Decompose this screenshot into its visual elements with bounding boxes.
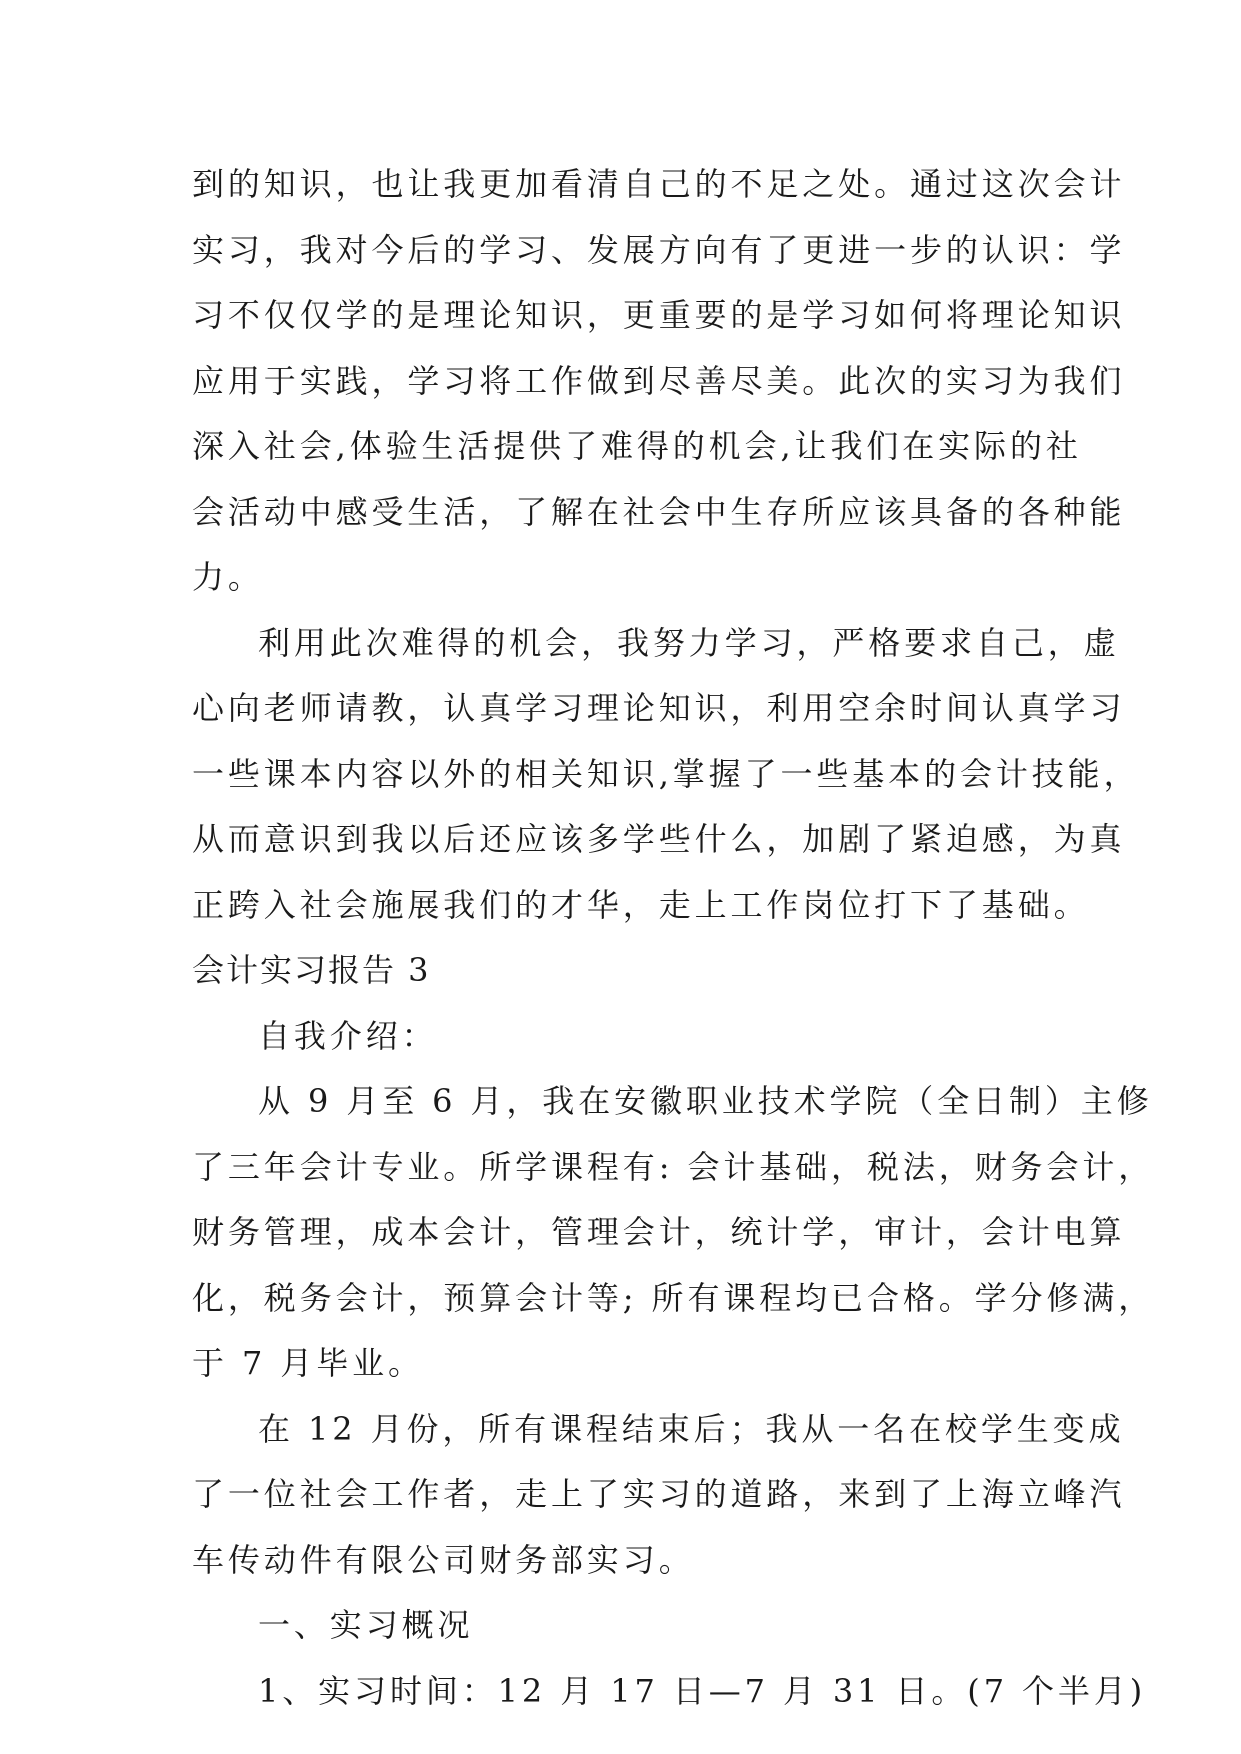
text-line: 财务管理，成本会计，管理会计，统计学，审计，会计电算 [192, 1213, 1126, 1251]
paragraph [192, 152, 1126, 611]
text-line: 从而意识到我以后还应该多学些什么，加剧了紧迫感，为真 [192, 820, 1126, 858]
paragraph [192, 1397, 1126, 1594]
text-line: 化，税务会计，预算会计等; 所有课程均已合格。学分修满， [192, 1278, 1155, 1317]
text-line: 了一位社会工作者，走上了实习的道路，来到了上海立峰汽 [192, 1475, 1126, 1513]
list-item: 1、实习时间：12 月 17 日—7 月 31 日。(7 个半月) [258, 1671, 1147, 1710]
text-line: 深入社会,体验生活提供了难得的机会,让我们在实际的社 [192, 427, 1082, 465]
text-line: 车传动件有限公司财务部实习。 [192, 1540, 695, 1579]
paragraph [192, 611, 1140, 939]
text-line: 习不仅仅学的是理论知识，更重要的是学习如何将理论知识 [192, 296, 1126, 334]
text-line: 一些课本内容以外的相关知识,掌握了一些基本的会计技能， [192, 754, 1140, 793]
text-line: 力。 [192, 558, 264, 596]
text-line: 应用于实践，学习将工作做到尽善尽美。此次的实习为我们 [192, 361, 1126, 400]
document-body [192, 152, 1155, 1724]
text-line: 到的知识，也让我更加看清自己的不足之处。通过这次会计 [192, 165, 1126, 203]
self-intro-label: 自我介绍： [258, 1016, 438, 1055]
text-line: 会活动中感受生活，了解在社会中生存所应该具备的各种能 [192, 492, 1126, 531]
paragraph [192, 1069, 1155, 1397]
text-line: 了三年会计专业。所学课程有: 会计基础，税法，财务会计， [192, 1147, 1155, 1186]
text-line: 在 12 月份，所有课程结束后；我从一名在校学生变成 [258, 1409, 1125, 1448]
text-line: 利用此次难得的机会，我努力学习，严格要求自己，虚 [258, 623, 1120, 662]
text-line: 正跨入社会施展我们的才华，走上工作岗位打下了基础。 [192, 885, 1090, 924]
subheading: 一、实习概况 [258, 1606, 474, 1644]
text-line: 于 7 月毕业。 [192, 1344, 424, 1382]
text-line: 实习，我对今后的学习、发展方向有了更进一步的认识：学 [192, 230, 1126, 269]
text-line: 心向老师请教，认真学习理论知识，利用空余时间认真学习 [192, 689, 1126, 727]
section-heading: 会计实习报告 3 [192, 951, 431, 989]
text-line: 从 9 月至 6 月，我在安徽职业技术学院（全日制）主修 [258, 1082, 1153, 1120]
